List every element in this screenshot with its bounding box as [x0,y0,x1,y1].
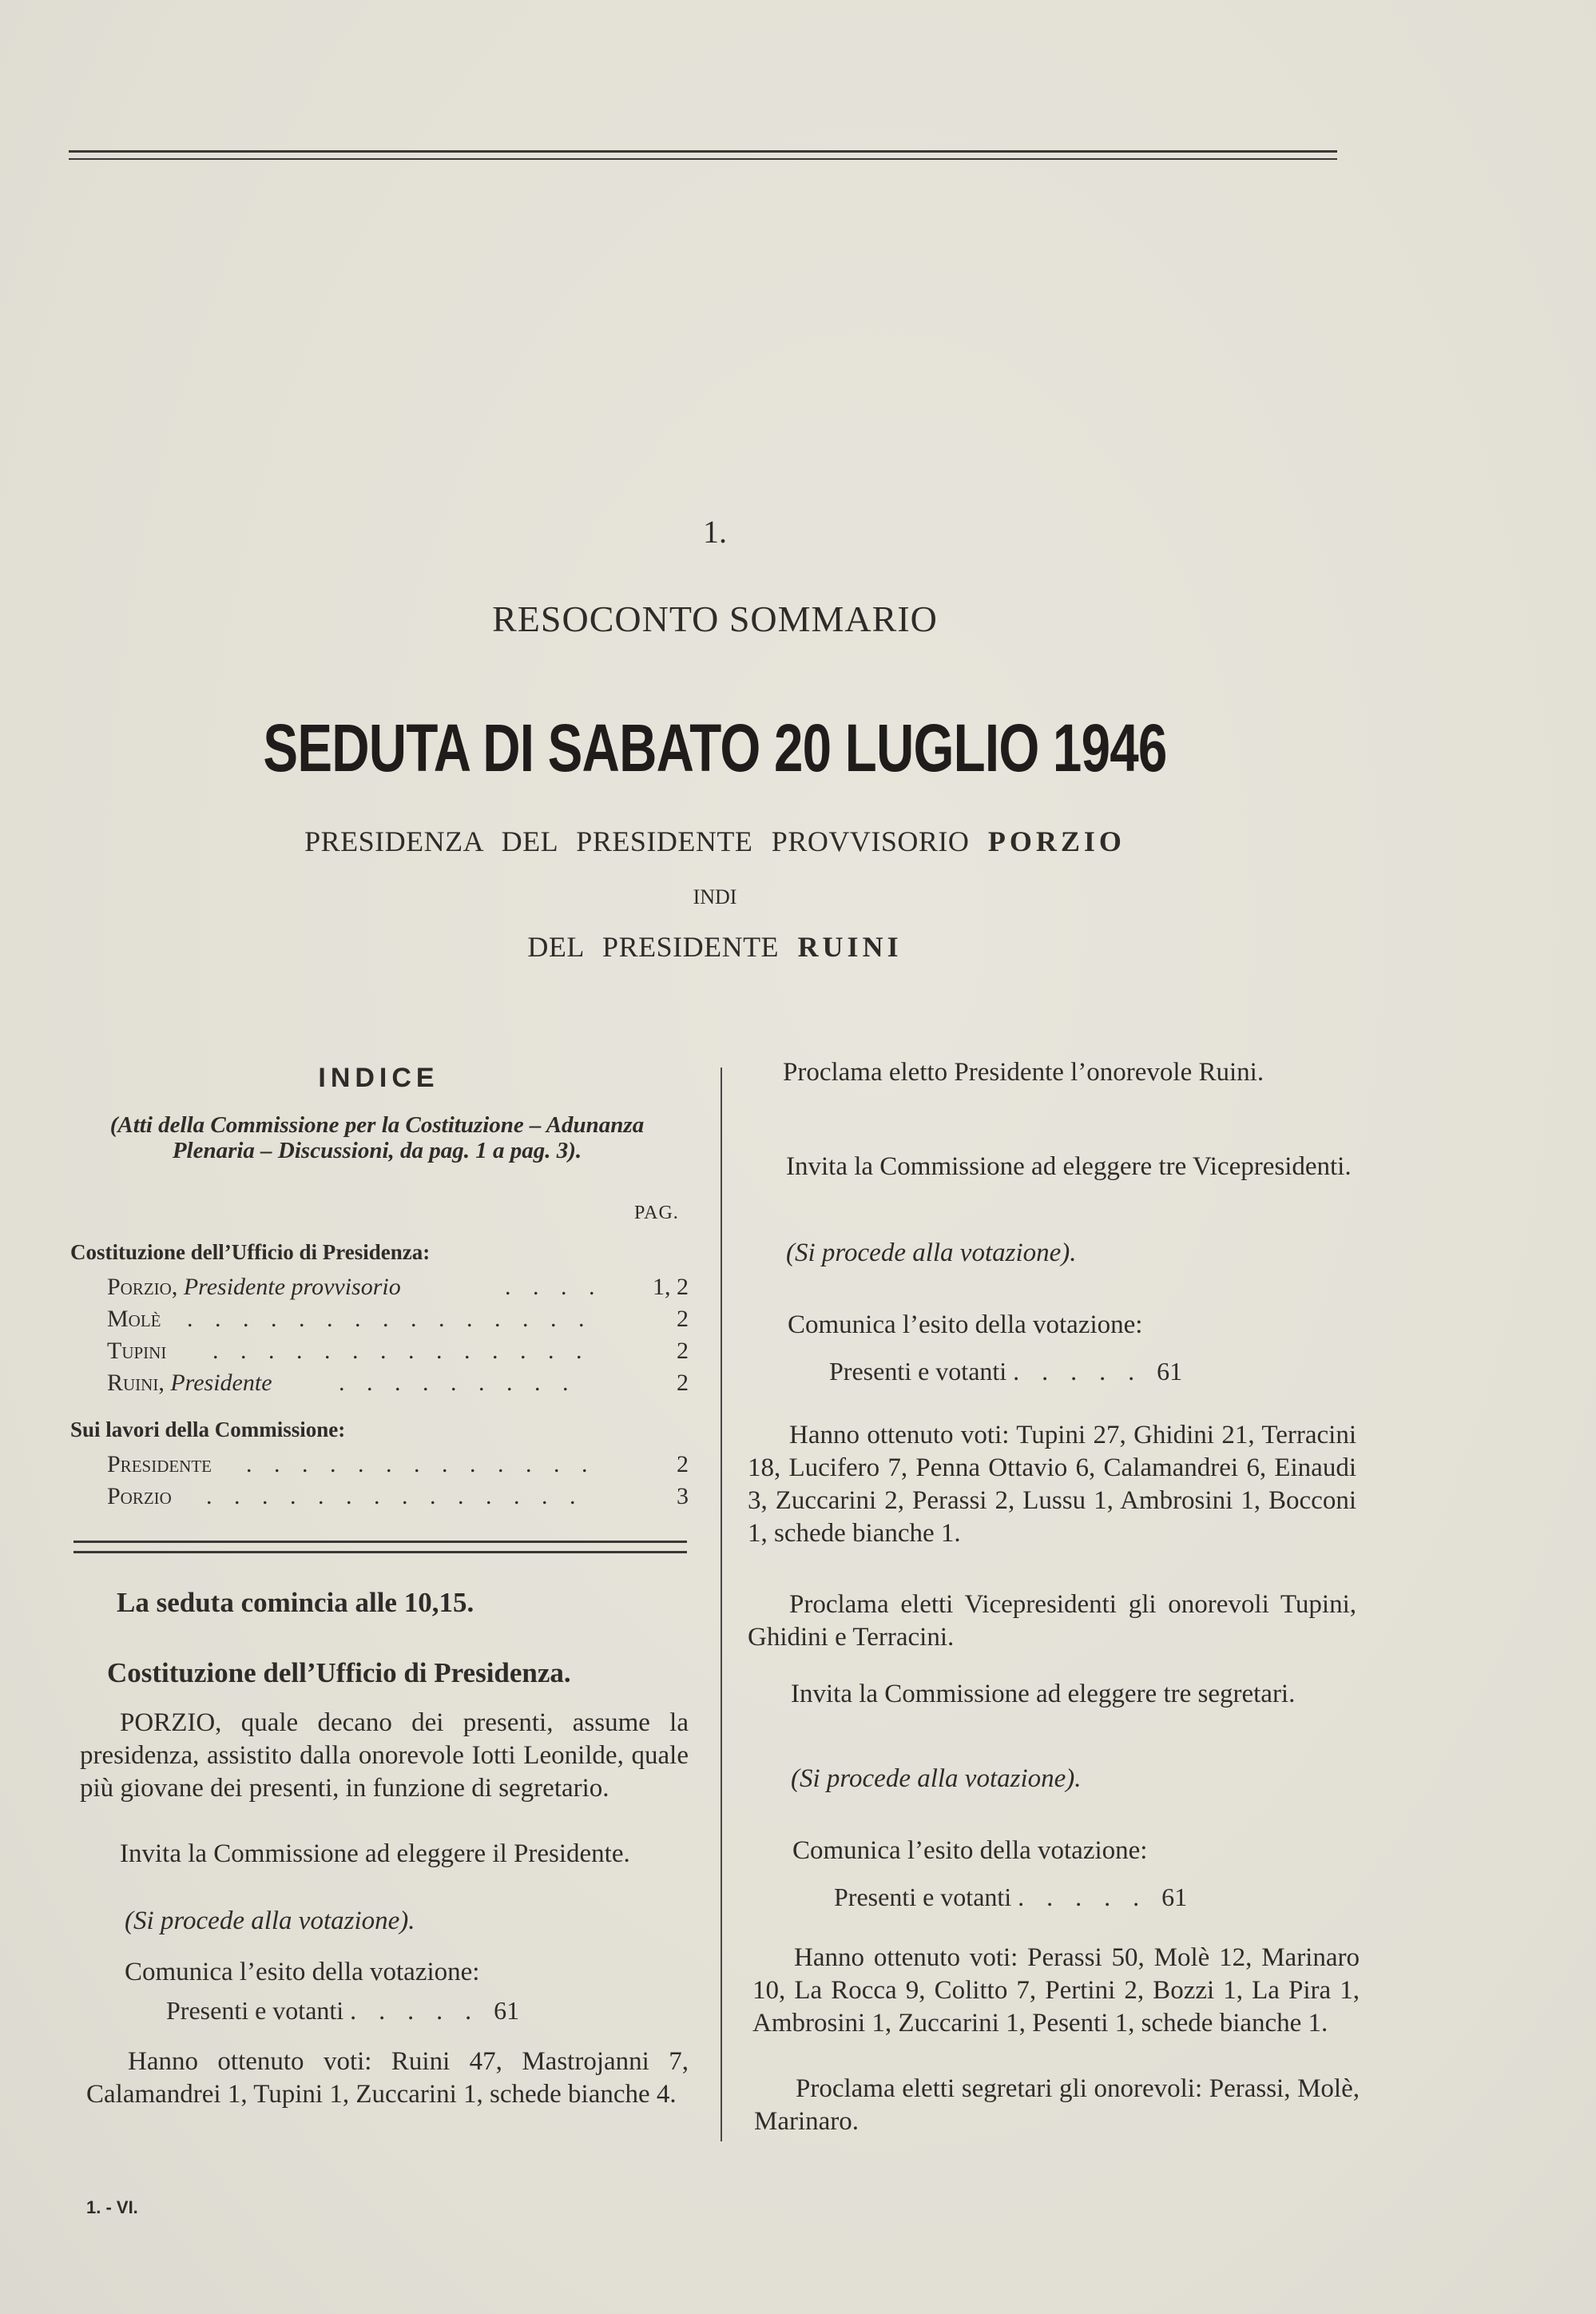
indice-section-heading: Costituzione dell’Ufficio di Presidenza: [70,1240,431,1264]
indice-section-heading: Sui lavori della Commissione: [70,1417,346,1441]
entry-name: Presidente [107,1451,212,1477]
tally-line [166,1996,519,2026]
tally-value: 61 [494,1996,520,2025]
entry-name: Ruini, [107,1370,165,1396]
paragraph: Invita la Commissione ad eleggere il Presidente. [120,1839,630,1868]
tally-line [834,1883,1187,1912]
signature-mark: 1. - VI. [86,2197,138,2217]
indice-entry [107,1338,689,1370]
entry-page: 2 [677,1370,689,1396]
leader-dots: . . . . . . . . . . . . . . [212,1338,590,1364]
paragraph: Proclama eletti Vicepresidenti gli onorevoli Tupini, Ghidini e Terracini. [748,1590,1356,1652]
entry-page: 2 [677,1451,689,1477]
leader-dots: . . . . . [1018,1883,1162,1911]
indice-title: INDICE [318,1063,439,1093]
indi-label: INDI [693,885,737,909]
entry-page: 2 [677,1306,689,1332]
tally-label: Presenti e votanti [166,1996,344,2025]
leader-dots: . . . . . . . . . [339,1370,577,1396]
presidenza-name: PORZIO [987,825,1126,857]
leader-dots: . . . . . . . . . . . . . . . [187,1306,593,1332]
leader-dots: . . . . . . . . . . . . . . [206,1483,584,1509]
tally-value: 61 [1161,1883,1188,1911]
del-name: RUINI [797,931,903,963]
paragraph: Invita la Commissione ad eleggere tre segretari. [791,1680,1296,1708]
entry-page: 3 [677,1483,689,1509]
tally-label: Presenti e votanti [829,1357,1007,1386]
tally-line [829,1357,1182,1386]
indice-entry [107,1370,689,1402]
indice-entry [107,1451,689,1483]
paragraph: Hanno ottenuto voti: Ruini 47, Mastrojanni 7, Calamandrei 1, Tupini 1, Zuccarini 1, schede bianche 4. [86,2047,689,2109]
session-number: 1. [703,514,727,550]
leader-dots: . . . . . . . . . . . . . [246,1451,596,1477]
entry-name: Tupini [107,1338,167,1364]
indice-entry [107,1483,689,1515]
paragraph-votazione: (Si procede alla votazione). [125,1906,415,1935]
tally-label: Presenti e votanti [834,1883,1012,1911]
presidenza-line [0,825,1430,858]
session-start: La seduta comincia alle 10,15. [117,1587,474,1618]
paragraph: Invita la Commissione ad eleggere tre Vicepresidenti. [786,1152,1352,1181]
paragraph: Comunica l’esito della votazione: [125,1958,480,1986]
column-divider [721,1068,722,2141]
presidenza-prefix: PRESIDENZA DEL PRESIDENTE PROVVISORIO [304,825,970,857]
entry-name: Porzio, [107,1274,178,1300]
leader-dots: . . . . . [1013,1357,1157,1386]
entry-role: Presidente provvisorio [183,1274,401,1300]
seduta-title: SEDUTA DI SABATO 20 LUGLIO 1946 [263,710,1167,785]
paragraph: Comunica l’esito della votazione: [792,1836,1148,1865]
del-presidente-line [0,930,1430,964]
entry-page: 1, 2 [653,1274,689,1300]
resoconto-heading: RESOCONTO SOMMARIO [492,598,938,639]
pag-label: PAG. [634,1203,679,1223]
del-prefix: DEL PRESIDENTE [527,931,780,963]
indice-end-rule [73,1541,687,1553]
entry-page: 2 [677,1338,689,1364]
section-title: Costituzione dell’Ufficio di Presidenza. [107,1657,571,1688]
indice-entry [107,1306,689,1338]
indice-entry [107,1274,689,1306]
paragraph: Proclama eletto Presidente l’onorevole Ruini. [783,1058,1264,1087]
tally-value: 61 [1157,1357,1183,1386]
paragraph-votazione: (Si procede alla votazione). [791,1764,1082,1793]
top-rule-lower [69,158,1337,160]
paragraph-votazione: (Si procede alla votazione). [786,1239,1077,1267]
entry-name: Molè [107,1306,161,1332]
paragraph: PORZIO, quale decano dei presenti, assume la presidenza, assistito dalla onorevole Iotti Leonilde, quale più giovane dei presenti, in funzione di segretario. [80,1708,689,1803]
paragraph: Comunica l’esito della votazione: [788,1310,1143,1339]
entry-role: Presidente [170,1370,272,1396]
leader-dots: . . . . [505,1274,603,1300]
leader-dots: . . . . . [350,1996,494,2025]
entry-name: Porzio [107,1483,172,1509]
paragraph: Hanno ottenuto voti: Perassi 50, Molè 12, Marinaro 10, La Rocca 9, Colitto 7, Pertini 2, Bozzi 1, La Pira 1, Ambrosini 1, Zuccarini 1, Pesenti 1, schede bianche 1. [752,1943,1360,2038]
paragraph: Hanno ottenuto voti: Tupini 27, Ghidini 21, Terracini 18, Lucifero 7, Penna Ottavio 6, Calamandrei 6, Einaudi 3, Zuccarini 2, Perassi 2, Lussu 1, Ambrosini 1, Bocconi 1, schede bianche 1. [748,1421,1356,1548]
top-rule-upper [69,150,1337,153]
indice-subtitle: (Atti della Commissione per la Costituzione – Adunanza Plenaria – Discussioni, da pag. 1 a pag. 3). [109,1112,645,1163]
paragraph: Proclama eletti segretari gli onorevoli: Perassi, Molè, Marinaro. [754,2074,1360,2136]
